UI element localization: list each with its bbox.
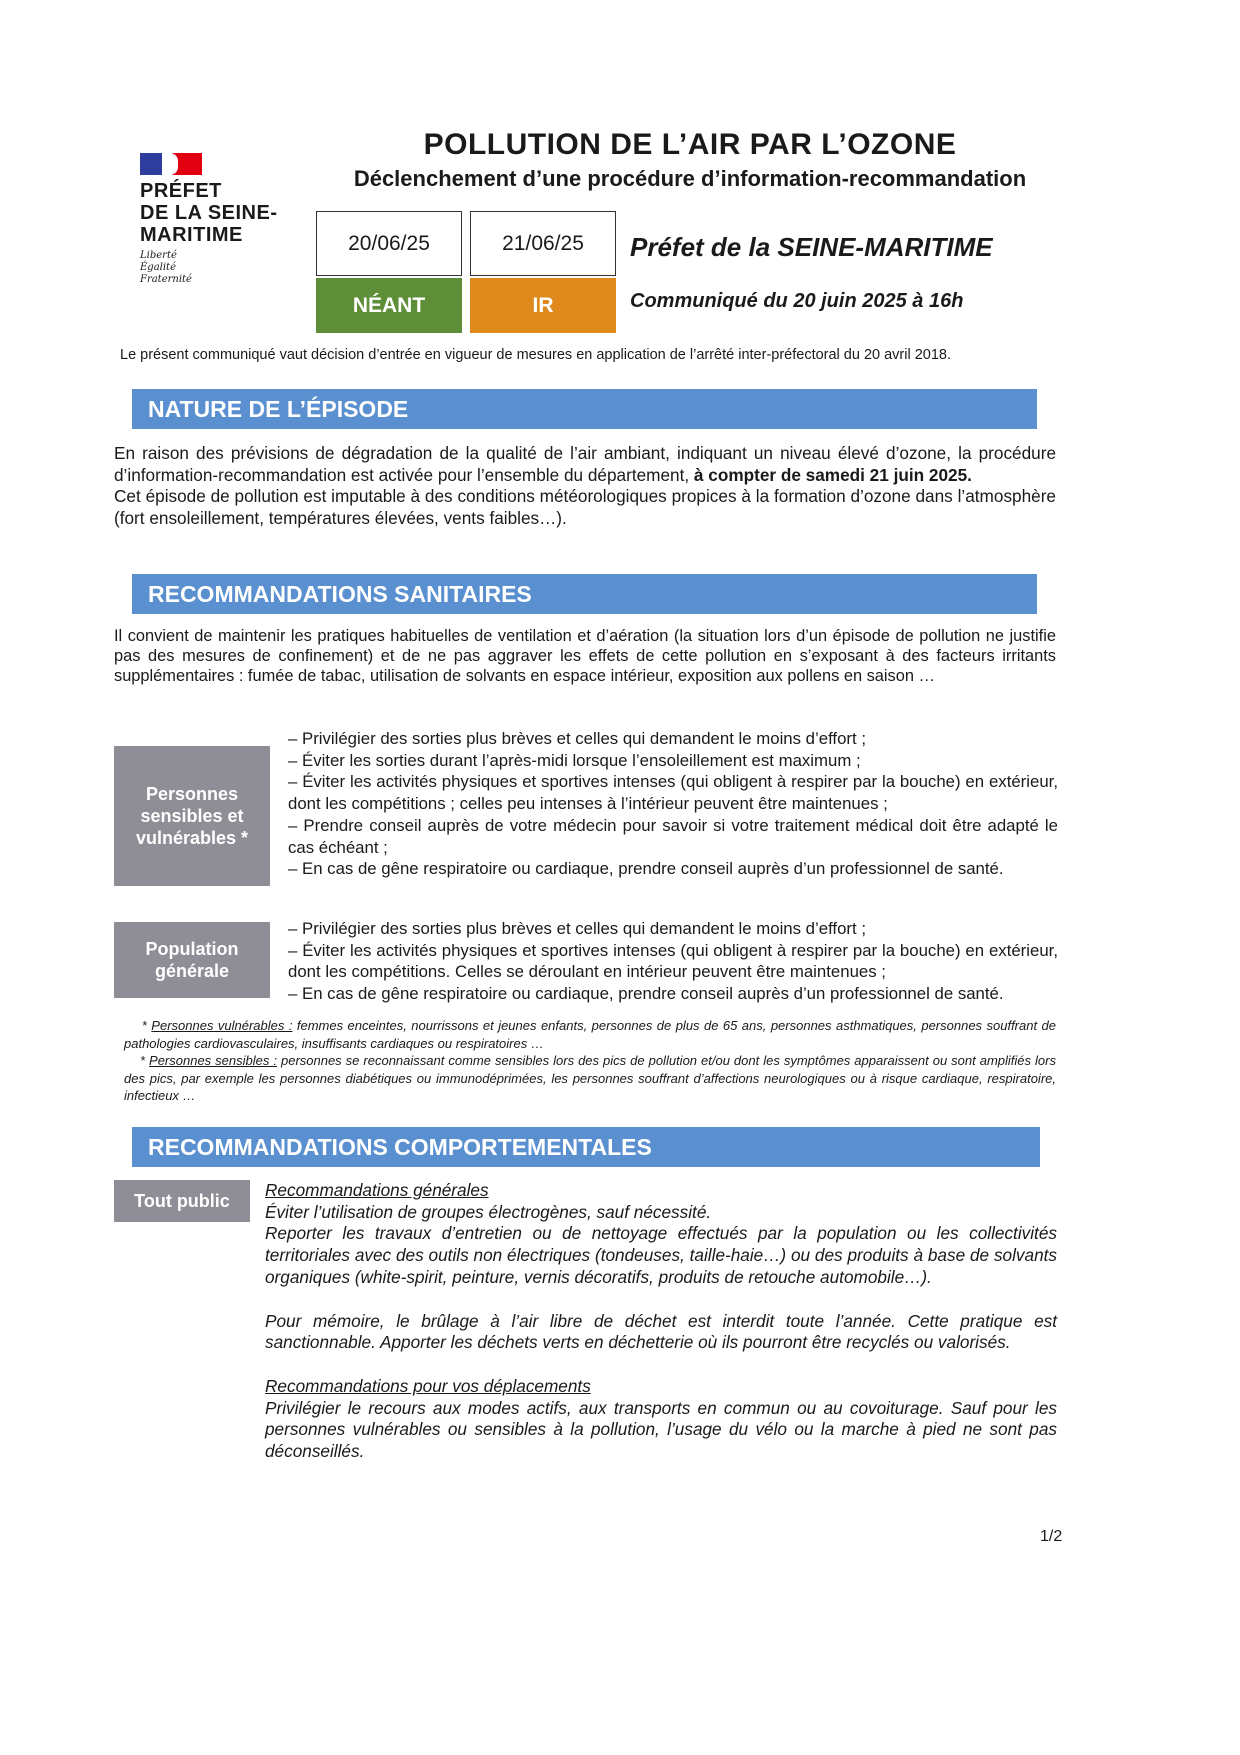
footnote-sensitive: * Personnes sensibles : personnes se reconnaissant comme sensibles lors des pics de pollution et/ou dont les symptômes apparaissent ou sont amplifiés lors des pics, par exemple les personnes diabétiques ou immunodéprimées, les personnes souffrant d’affections neurologiques ou à risque cardiaque, respiratoire, infectieux … (124, 1053, 1056, 1103)
legal-note: Le présent communiqué vaut décision d’entrée en vigueur de mesures en application de l’arrêté inter-préfectoral du 20 avril 2018. (120, 347, 952, 363)
prefecture-name: PRÉFET DE LA SEINE- MARITIME (140, 180, 278, 246)
list-item: – Privilégier des sorties plus brèves et celles qui demandent le moins d’effort ; (288, 729, 867, 748)
label-general-population: Population générale (114, 922, 270, 998)
nature-paragraph (114, 443, 1056, 529)
footnote-vulnerable: * Personnes vulnérables : femmes enceintes, nourrissons et jeunes enfants, personnes de plus de 65 ans, personnes asthmatiques, personnes souffrant de pathologies cardiovasculaires, insuffisants cardiaques ou respiratoires … (124, 1018, 1056, 1051)
status-box-day1: NÉANT (316, 278, 462, 333)
recommendation-text: Privilégier le recours aux modes actifs, aux transports en commun ou au covoiturage. Sauf pour les personnes vulnérables ou sensibles à la pollution, l’usage du vélo ou la marche à pied ne sont pas déconseillés. (265, 1397, 1057, 1462)
list-item: – Éviter les sorties durant l’après-midi lorsque l’ensoleillement est maximum ; (288, 750, 861, 770)
date-box-day2: 21/06/25 (470, 211, 616, 276)
prefet-heading: Préfet de la SEINE-MARITIME (630, 232, 993, 262)
label-sensitive-persons: Personnes sensibles et vulnérables * (114, 746, 270, 886)
recommendation-text: Reporter les travaux d’entretien ou de nettoyage effectués par la population ou les collectivités territoriales avec des outils non électriques (tondeuses, taille-haie…) ou des produits à base de solvants organiques (white-spirit, peinture, vernis décoratifs, produits de retouche automobile…). (265, 1223, 1057, 1287)
list-sensitive-persons (288, 728, 1058, 880)
marianne-logo-flag-icon (140, 153, 202, 175)
nature-text-1: En raison des prévisions de dégradation de la qualité de l’air ambiant, indiquant un niveau élevé d’ozone, la procédure d’information-recommandation est activée pour l’ensemble du département, à compter de samedi 21 juin 2025. (114, 443, 1056, 485)
list-item: – Privilégier des sorties plus brèves et celles qui demandent le moins d’effort ; (288, 919, 867, 938)
date-box-day1: 20/06/25 (316, 211, 462, 276)
recommendation-text: Pour mémoire, le brûlage à l’air libre de déchet est interdit toute l’année. Cette pratique est sanctionnable. Apporter les déchets verts en déchetterie où ils pourront être recyclés ou valorisés. (265, 1310, 1057, 1353)
list-item: – Éviter les activités physiques et sportives intenses (qui obligent à respirer par la bouche) en extérieur, dont les compétitions. Celles se déroulant en intérieur peuvent être maintenues ; (288, 940, 1058, 982)
section-header-sanitaires: RECOMMANDATIONS SANITAIRES (132, 574, 1037, 614)
communique-date: Communiqué du 20 juin 2025 à 16h (630, 290, 964, 312)
republic-motto: Liberté Égalité Fraternité (140, 250, 192, 285)
document-subtitle: Déclenchement d’une procédure d’information-recommandation (353, 166, 1027, 191)
page-number: 1/2 (1040, 1528, 1063, 1545)
list-item: – En cas de gêne respiratoire ou cardiaque, prendre conseil auprès d’un professionnel de santé. (288, 984, 1004, 1004)
label-tout-public: Tout public (114, 1180, 250, 1222)
nature-text-2: Cet épisode de pollution est imputable à des conditions météorologiques propices à la formation d’ozone dans l’atmosphère (fort ensoleillement, températures élevées, vents faibles…). (114, 486, 1056, 528)
list-general-population (288, 918, 1058, 1005)
heading-general-recommendations: Recommandations générales (265, 1180, 489, 1200)
section-header-nature: NATURE DE L’ÉPISODE (132, 389, 1037, 429)
status-box-day2: IR (470, 278, 616, 333)
recommendation-text: Éviter l’utilisation de groupes électrogènes, sauf nécessité. (265, 1201, 712, 1222)
sanitaires-intro: Il convient de maintenir les pratiques habituelles de ventilation et d’aération (la situation lors d’un épisode de pollution ne justifie pas des mesures de confinement) et de ne pas aggraver les effets de cette pollution en s’exposant à des facteurs irritants supplémentaires : fumée de tabac, utilisation de solvants en espace intérieur, exposition aux pollens en saison … (114, 627, 1056, 685)
section-header-comportementales: RECOMMANDATIONS COMPORTEMENTALES (132, 1127, 1040, 1167)
footnotes (124, 1017, 1056, 1105)
behavioral-recommendations (265, 1180, 1057, 1463)
heading-travel-recommendations: Recommandations pour vos déplacements (265, 1375, 591, 1396)
list-item: – Prendre conseil auprès de votre médecin pour savoir si votre traitement médical doit être adapté le cas échéant ; (288, 815, 1058, 857)
list-item: – Éviter les activités physiques et sportives intenses (qui obligent à respirer par la bouche) en extérieur, dont les compétitions ; celles peu intenses à l’intérieur peuvent être maintenues ; (288, 772, 1058, 814)
list-item: – En cas de gêne respiratoire ou cardiaque, prendre conseil auprès d’un professionnel de santé. (288, 859, 1004, 879)
document-title: POLLUTION DE L’AIR PAR L’OZONE (423, 128, 957, 161)
